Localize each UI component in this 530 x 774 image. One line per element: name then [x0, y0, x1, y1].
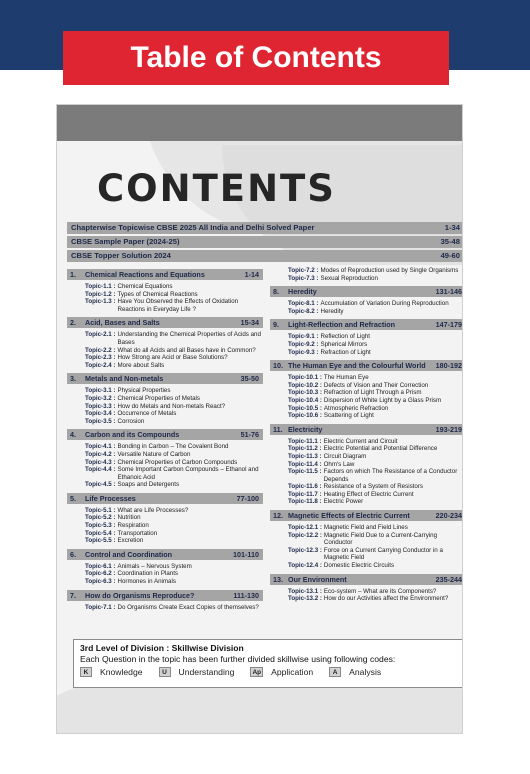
topic-entry[interactable] — [85, 354, 263, 362]
chapter-title: Life Processes — [85, 493, 136, 503]
topic-label: Topic-9.3 : — [288, 348, 319, 356]
contents-page — [56, 104, 463, 734]
topic-label: Topic-2.3 : — [85, 354, 116, 362]
chapter-heading[interactable] — [270, 510, 463, 521]
topic-label: Topic-7.2 : — [288, 267, 319, 274]
topic-entry[interactable] — [85, 347, 263, 355]
chapter-heading[interactable] — [270, 360, 463, 371]
topic-label: Topic-12.3 : — [288, 546, 322, 554]
code-badge: K — [80, 667, 92, 677]
page-range: 15-34 — [240, 318, 259, 328]
topic-entry[interactable] — [85, 410, 263, 418]
chapter-title: Our Environment — [288, 574, 347, 584]
topic-label: Topic-4.4 : — [85, 466, 116, 474]
topic-entry[interactable] — [85, 418, 263, 426]
chapter-title: Electricity — [288, 424, 323, 434]
section-title: CBSE Topper Solution 2024 — [71, 251, 171, 260]
topic-entry[interactable] — [288, 333, 463, 341]
topic-title: Modes of Reproduction used by Single Organisms — [320, 267, 459, 274]
skill-division-title: 3rd Level of Division : Skillwise Division — [80, 643, 244, 653]
chapter-heading[interactable] — [67, 493, 263, 504]
topic-label: Topic-2.4 : — [85, 361, 116, 369]
topic-list — [67, 440, 263, 491]
topic-entry[interactable] — [85, 362, 263, 370]
chapter-heading[interactable] — [67, 373, 263, 384]
chapter-heading[interactable] — [270, 286, 463, 297]
topic-title: Do Organisms Create Exact Copies of themselves? — [117, 603, 259, 611]
section-title: Chapterwise Topicwise CBSE 2025 All India and Delhi Solved Paper — [71, 223, 315, 232]
topic-label: Topic-11.5 : — [288, 468, 322, 476]
topic-entry[interactable] — [85, 570, 263, 578]
topic-title: Magnetic Field and Field Lines — [323, 524, 408, 532]
topic-title: Circuit Diagram — [323, 452, 367, 460]
topic-entry[interactable] — [85, 481, 263, 489]
chapter-heading[interactable] — [67, 549, 263, 560]
topic-entry[interactable] — [288, 382, 463, 390]
topic-entry[interactable] — [288, 547, 463, 562]
topic-list — [270, 585, 463, 605]
topic-label: Topic-2.2 : — [85, 346, 116, 354]
chapter-number: 9. — [273, 320, 279, 330]
topic-title: Reflection of Light — [320, 333, 371, 341]
page-range: 111-130 — [233, 590, 259, 600]
topic-entry[interactable] — [288, 562, 463, 570]
skill-code-knowledge — [80, 667, 143, 677]
topic-entry[interactable] — [288, 341, 463, 349]
topic-title: Transportation — [117, 529, 158, 537]
page-range: 147-179 — [435, 320, 462, 330]
topic-label: Topic-12.1 : — [288, 524, 322, 532]
topic-label: Topic-3.1 : — [85, 387, 116, 395]
topic-label: Topic-13.2 : — [288, 595, 322, 603]
topic-entry[interactable] — [85, 507, 263, 515]
topic-label: Topic-6.3 : — [85, 578, 116, 586]
topic-entry[interactable] — [288, 389, 463, 397]
topic-title: Physical Properties — [117, 387, 171, 395]
chapter-title: Control and Coordination — [85, 549, 173, 559]
topic-entry[interactable] — [288, 267, 463, 275]
topic-label: Topic-10.4 : — [288, 396, 322, 404]
chapter-title: The Human Eye and the Colourful World — [288, 361, 426, 371]
topic-label: Topic-6.1 : — [85, 562, 116, 570]
page-range: 101-110 — [233, 549, 259, 559]
topic-label: Topic-3.3 : — [85, 402, 116, 410]
chapter-title: Magnetic Effects of Electric Current — [288, 511, 410, 521]
code-label: Analysis — [349, 667, 382, 677]
topic-title: Resistance of a System of Resistors — [323, 483, 423, 491]
chapter-number: 3. — [70, 374, 76, 384]
topic-title: Force on a Current Carrying Conductor in a Magnetic Field — [323, 546, 443, 562]
topic-list — [270, 267, 463, 284]
topic-title: How do Metals and Non-metals React? — [117, 402, 226, 410]
chapter-title: Carbon and its Compounds — [85, 430, 180, 440]
page-range: 235-244 — [435, 574, 462, 584]
topic-list — [270, 435, 463, 508]
page-range: 51-76 — [240, 430, 259, 440]
code-badge: Ap — [252, 669, 262, 676]
chapter-heading[interactable] — [270, 319, 463, 330]
topic-entry[interactable] — [85, 563, 263, 571]
topic-title: Types of Chemical Reactions — [117, 290, 198, 298]
topic-label: Topic-10.3 : — [288, 389, 322, 397]
page-range: 1-14 — [244, 270, 259, 279]
topic-title: Eco-system – What are its Components? — [323, 587, 437, 595]
topic-title: Accumulation of Variation During Reproduction — [320, 300, 449, 308]
topic-label: Topic-1.1 : — [85, 283, 116, 290]
topic-label: Topic-12.4 : — [288, 562, 322, 570]
chapter-number: 6. — [70, 549, 76, 559]
topic-entry[interactable] — [288, 300, 463, 308]
topic-entry[interactable] — [85, 395, 263, 403]
topic-title: Bonding in Carbon – The Covalent Bond — [117, 443, 229, 451]
topic-label: Topic-5.4 : — [85, 529, 116, 537]
skill-division-description: Each Question in the topic has been further divided skillwise using following codes: — [80, 654, 396, 664]
topic-entry[interactable] — [85, 331, 263, 346]
topic-label: Topic-11.4 : — [288, 460, 322, 468]
topic-title: Chemical Properties of Metals — [117, 394, 201, 402]
topic-title: Coordination in Plants — [117, 570, 179, 578]
topic-title: What do all Acids and all Bases have in Common? — [117, 346, 256, 354]
topic-label: Topic-12.2 : — [288, 531, 322, 539]
topic-entry[interactable] — [288, 412, 463, 420]
topic-entry[interactable] — [85, 387, 263, 395]
page-range: 35-50 — [240, 374, 259, 384]
topic-entry[interactable] — [85, 403, 263, 411]
topic-list — [270, 521, 463, 572]
page-range: 35-48 — [440, 237, 460, 246]
topic-title: How do our Activities affect the Environment? — [323, 595, 449, 603]
toc-section-bar[interactable] — [67, 250, 463, 262]
page-range: 49-60 — [440, 251, 460, 260]
topic-entry[interactable] — [85, 522, 263, 530]
topic-entry[interactable] — [85, 459, 263, 467]
topic-entry[interactable] — [288, 405, 463, 413]
topic-title: Electric Potential and Potential Difference — [323, 445, 438, 453]
topic-entry[interactable] — [288, 397, 463, 405]
topic-entry[interactable] — [288, 374, 463, 382]
topic-entry[interactable] — [85, 604, 263, 612]
topic-entry[interactable] — [288, 498, 463, 506]
chapter-heading[interactable] — [270, 574, 463, 585]
skill-codes — [80, 667, 457, 677]
topic-label: Topic-8.2 : — [288, 307, 319, 315]
topic-label: Topic-10.6 : — [288, 412, 322, 420]
topic-entry[interactable] — [85, 466, 263, 481]
page-range: 193-219 — [435, 424, 462, 434]
chapter-title: How do Organisms Reproduce? — [85, 590, 195, 600]
contents-heading: CONTENTS — [97, 167, 336, 210]
topic-entry[interactable] — [85, 451, 263, 459]
chapter-heading[interactable] — [67, 429, 263, 440]
topic-entry[interactable] — [85, 291, 263, 299]
topic-entry[interactable] — [288, 588, 463, 596]
topic-list — [67, 328, 263, 371]
topic-title: Understanding the Chemical Properties of Acids and Bases — [117, 331, 261, 346]
chapter-number: 5. — [70, 493, 76, 503]
topic-label: Topic-3.4 : — [85, 410, 116, 418]
topic-entry[interactable] — [288, 349, 463, 357]
topic-label: Topic-3.5 : — [85, 417, 116, 425]
topic-entry[interactable] — [288, 491, 463, 499]
topic-title: Dispersion of White Light by a Glass Prism — [323, 396, 442, 404]
code-badge: A — [329, 667, 341, 677]
topic-title: Electric Current and Circuit — [323, 437, 398, 445]
topic-title: Respiration — [117, 522, 149, 530]
topic-label: Topic-11.3 : — [288, 452, 322, 460]
code-label: Understanding — [178, 667, 235, 677]
skill-code-application — [250, 667, 313, 677]
topic-label: Topic-4.2 : — [85, 450, 116, 458]
topic-label: Topic-4.1 : — [85, 443, 116, 451]
page-banner-title: Table of Contents — [63, 31, 449, 85]
chapter-heading[interactable] — [67, 269, 263, 280]
topic-label: Topic-11.7 : — [288, 490, 322, 498]
topic-list — [67, 280, 263, 315]
topic-label: Topic-11.2 : — [288, 445, 322, 453]
chapter-number: 1. — [70, 270, 76, 279]
code-badge: U — [159, 667, 171, 677]
topic-title: Versatile Nature of Carbon — [117, 450, 191, 458]
topic-list — [67, 504, 263, 547]
topic-title: Hormones in Animals — [117, 578, 176, 586]
topic-title: Heating Effect of Electric Current — [323, 490, 414, 498]
toc-section-bar[interactable] — [67, 236, 463, 248]
topic-entry[interactable] — [288, 438, 463, 446]
topic-title: Domestic Electric Circuits — [323, 562, 395, 570]
chapter-heading[interactable] — [67, 590, 263, 601]
skill-division-box — [73, 639, 463, 688]
topic-title: Corrosion — [117, 417, 145, 425]
topic-title: Electric Power — [323, 498, 364, 506]
topic-list — [67, 384, 263, 427]
topic-label: Topic-1.2 : — [85, 290, 116, 298]
chapter-number: 2. — [70, 318, 76, 328]
page-range: 180-192 — [435, 361, 462, 371]
chapter-number: 7. — [70, 590, 76, 600]
chapter-title: Acid, Bases and Salts — [85, 318, 160, 328]
topic-label: Topic-2.1 : — [85, 331, 116, 339]
topic-entry[interactable] — [85, 537, 263, 545]
topic-entry[interactable] — [288, 595, 463, 603]
chapter-number: 8. — [273, 287, 279, 297]
topic-label: Topic-9.1 : — [288, 333, 319, 341]
topic-label: Topic-5.2 : — [85, 514, 116, 522]
chapter-title: Light-Reflection and Refraction — [288, 320, 396, 330]
topic-entry[interactable] — [288, 532, 463, 547]
topic-title: Chemical Equations — [117, 283, 173, 290]
topic-title: Magnetic Field Due to a Current-Carrying Conductor — [323, 531, 438, 547]
topic-list — [270, 297, 463, 317]
topic-label: Topic-4.3 : — [85, 458, 116, 466]
chapter-number: 11. — [273, 424, 283, 434]
topic-title: More about Salts — [117, 361, 165, 369]
topic-title: Factors on which The Resistance of a Conductor Depends — [323, 468, 458, 483]
topic-label: Topic-4.5 : — [85, 481, 116, 489]
code-label: Application — [271, 667, 314, 677]
topic-entry[interactable] — [288, 275, 463, 283]
chapter-number: 10. — [273, 361, 283, 371]
page-range: 1-34 — [444, 223, 460, 232]
topic-title: Sexual Reproduction — [320, 274, 378, 282]
topic-list — [67, 601, 263, 614]
topic-entry[interactable] — [85, 578, 263, 586]
topic-title: Atmospheric Refraction — [323, 404, 389, 412]
topic-title: The Human Eye — [323, 374, 369, 382]
topic-title: Ohm's Law — [323, 460, 355, 468]
topic-entry[interactable] — [288, 308, 463, 316]
topic-label: Topic-8.1 : — [288, 300, 319, 308]
toc-left-column — [67, 267, 263, 613]
topic-title: Chemical Properties of Carbon Compounds — [117, 458, 238, 466]
topic-label: Topic-13.1 : — [288, 587, 322, 595]
toc-right-column — [270, 267, 463, 605]
topic-title: Refraction of Light — [320, 348, 371, 356]
topic-title: Excretion — [117, 537, 144, 545]
chapter-title: Chemical Reactions and Equations — [85, 270, 205, 279]
topic-title: Occurrence of Metals — [117, 410, 177, 418]
topic-label: Topic-10.1 : — [288, 374, 322, 382]
page-range: 220-234 — [435, 511, 462, 521]
topic-label: Topic-9.2 : — [288, 340, 319, 348]
topic-list — [67, 560, 263, 588]
toc-section-bar[interactable] — [67, 222, 463, 234]
code-label: Knowledge — [100, 667, 143, 677]
topic-entry[interactable] — [288, 468, 463, 483]
topic-title: Scattering of Light — [323, 412, 374, 420]
topic-label: Topic-10.5 : — [288, 404, 322, 412]
decorative-band — [57, 105, 463, 141]
skill-code-analysis — [329, 667, 381, 677]
topic-entry[interactable] — [85, 514, 263, 522]
chapter-heading[interactable] — [270, 424, 463, 435]
topic-label: Topic-11.6 : — [288, 483, 322, 491]
topic-entry[interactable] — [85, 530, 263, 538]
topic-label: Topic-1.3 : — [85, 298, 116, 306]
topic-entry[interactable] — [288, 461, 463, 469]
topic-entry[interactable] — [85, 298, 263, 313]
topic-label: Topic-5.5 : — [85, 537, 116, 545]
topic-title: Refraction of Light Through a Prism — [323, 389, 422, 397]
topic-title: Spherical Mirrors — [320, 340, 368, 348]
topic-label: Topic-6.2 : — [85, 570, 116, 578]
topic-title: Some Important Carbon Compounds – Ethanol and Ethanoic Acid — [117, 466, 259, 481]
topic-label: Topic-10.2 : — [288, 381, 322, 389]
topic-title: Heredity — [320, 307, 344, 315]
topic-list — [270, 330, 463, 358]
chapter-title: Heredity — [288, 287, 317, 297]
topic-label: Topic-7.3 : — [288, 274, 319, 282]
topic-entry[interactable] — [288, 453, 463, 461]
topic-label: Topic-5.1 : — [85, 506, 116, 514]
topic-label: Topic-5.3 : — [85, 522, 116, 530]
topic-label: Topic-7.1 : — [85, 603, 116, 611]
chapter-number: 13. — [273, 574, 283, 584]
topic-title: Nutrition — [117, 514, 141, 522]
topic-label: Topic-11.8 : — [288, 498, 322, 506]
topic-entry[interactable] — [288, 445, 463, 453]
page-range: 77-100 — [236, 493, 259, 503]
topic-title: Have You Observed the Effects of Oxidation Reactions in Everyday Life ? — [117, 298, 239, 313]
topic-title: Animals – Nervous System — [117, 562, 192, 570]
topic-entry[interactable] — [85, 443, 263, 451]
topic-entry[interactable] — [288, 524, 463, 532]
topic-title: How Strong are Acid or Base Solutions? — [117, 354, 228, 362]
topic-title: Soaps and Detergents — [117, 481, 180, 489]
chapter-heading[interactable] — [67, 317, 263, 328]
page-range: 131-146 — [435, 287, 462, 297]
section-title: CBSE Sample Paper (2024-25) — [71, 237, 180, 246]
chapter-title: Metals and Non-metals — [85, 374, 164, 384]
chapter-number: 12. — [273, 511, 283, 521]
topic-title: What are Life Processes? — [117, 506, 189, 514]
skill-code-understanding — [159, 667, 235, 677]
chapter-number: 4. — [70, 430, 76, 440]
topic-entry[interactable] — [85, 283, 263, 291]
topic-entry[interactable] — [288, 483, 463, 491]
topic-title: Defects of Vision and Their Correction — [323, 381, 429, 389]
topic-list — [270, 371, 463, 422]
topic-label: Topic-11.1 : — [288, 437, 322, 445]
topic-label: Topic-3.2 : — [85, 394, 116, 402]
